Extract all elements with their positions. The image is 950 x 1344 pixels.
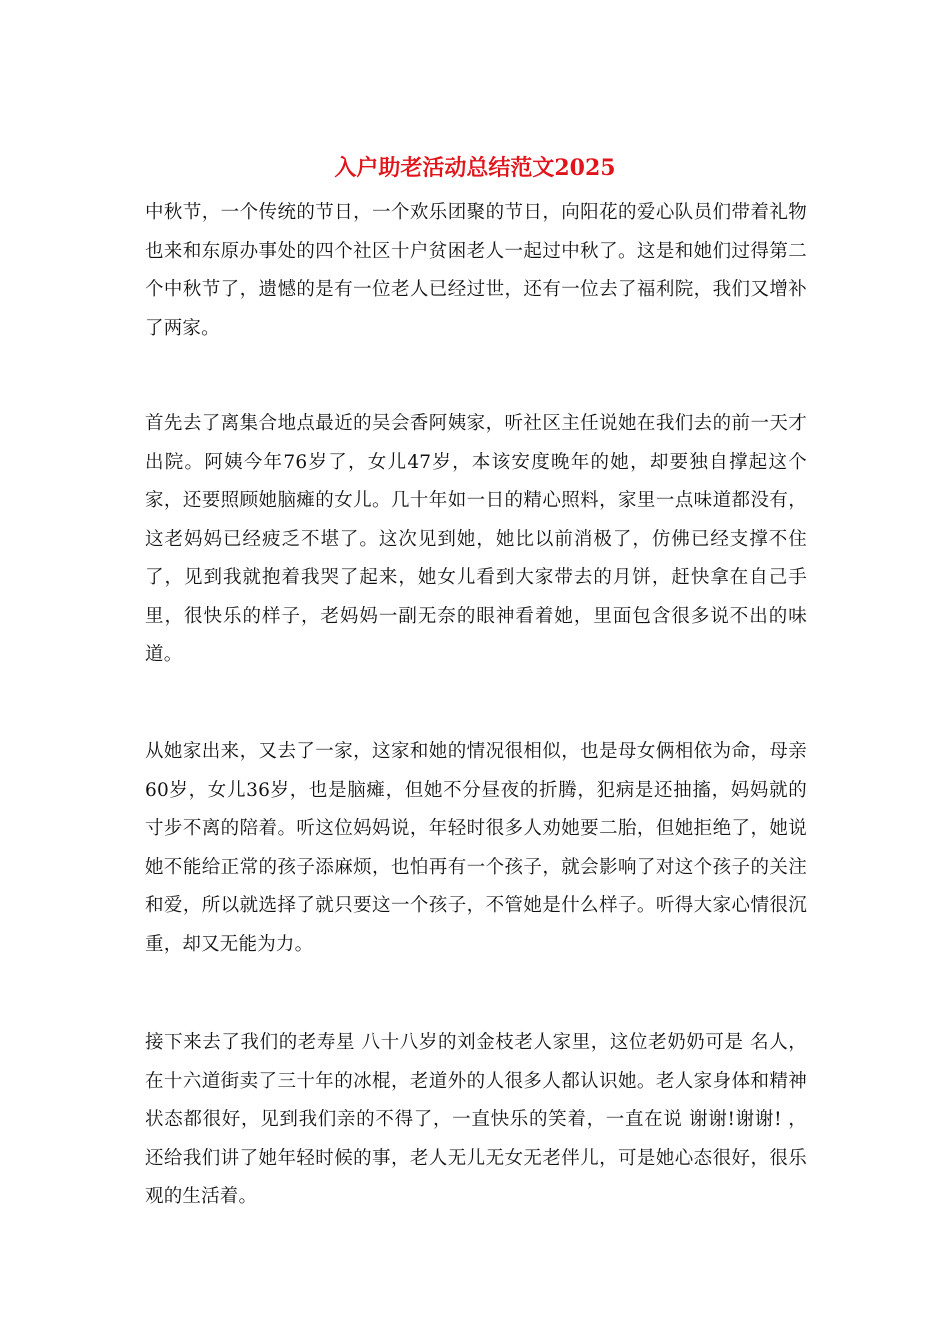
paragraph-third-visit: 接下来去了我们的老寿星 八十八岁的刘金枝老人家里，这位老奶奶可是 名人，在十六道街卖了三十年的冰棍，老道外的人很多人都认识她。老人家身体和精神状态都很好，见到我们亲的不得了，一直快乐的笑着，一直在说 谢谢!谢谢! ，还给我们讲了她年轻时候的事，老人无儿无女无老伴儿，可是她心态很好，很乐观的生活着。 — [145, 1032, 807, 1207]
paragraph-second-visit: 从她家出来，又去了一家，这家和她的情况很相似，也是母女俩相依为命，母亲60岁，女儿36岁，也是脑瘫，但她不分昼夜的折腾，犯病是还抽搐，妈妈就的寸步不离的陪着。听这位妈妈说，年轻时很多人劝她要二胎，但她拒绝了，她说她不能给正常的孩子添麻烦，也怕再有一个孩子，就会影响了对这个孩子的关注和爱，所以就选择了就只要这一个孩子，不管她是什么样子。听得大家心情很沉重，却又无能为力。 — [145, 741, 807, 955]
paragraph-mid-autumn-intro: 中秋节，一个传统的节日，一个欢乐团聚的节日，向阳花的爱心队员们带着礼物也来和东原办事处的四个社区十户贫困老人一起过中秋了。这是和她们过得第二个中秋节了，遗憾的是有一位老人已经过世，还有一位去了福利院，我们又增补了两家。 — [145, 202, 807, 339]
paragraph-first-visit: 首先去了离集合地点最近的吴会香阿姨家，听社区主任说她在我们去的前一天才出院。阿姨今年76岁了，女儿47岁，本该安度晚年的她，却要独自撑起这个家，还要照顾她脑瘫的女儿。几十年如一日的精心照料，家里一点味道都没有，这老妈妈已经疲乏不堪了。这次见到她，她比以前消极了，仿佛已经支撑不住了，见到我就抱着我哭了起来，她女儿看到大家带去的月饼，赶快拿在自己手里，很快乐的样子，老妈妈一副无奈的眼神看着她，里面包含很多说不出的味道。 — [145, 413, 807, 665]
document-title: 入户助老活动总结范文2025 — [334, 155, 616, 181]
